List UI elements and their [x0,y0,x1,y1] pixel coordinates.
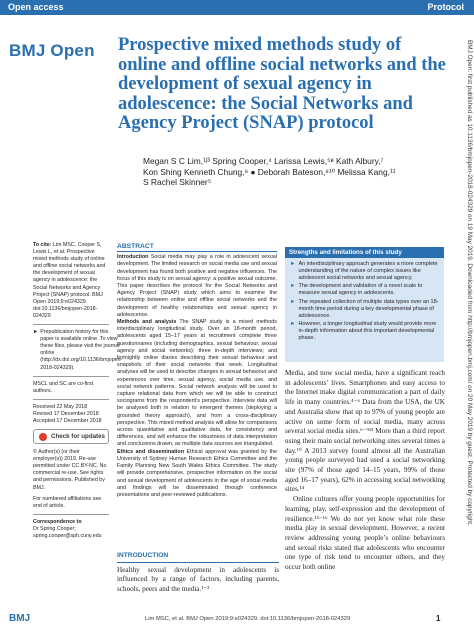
bmj-logo: BMJ [9,613,31,624]
strength-item-text: An interdisciplinary approach generates a more complete understanding of the nature of complex issues like adolescent social networks and sexual agency. [298,261,438,281]
cite-block [33,242,109,320]
introduction-text: Healthy sexual development in adolescents is influenced by a range of factors, including parents, schools, peers and the media.¹⁻³ [117,565,279,594]
body-paragraph: Media, and now social media, have a significant reach in adolescents’ lives. Smartphones and easy access to the Internet make digital communication a part of daily life in many countries.⁴⁻⁶ Data from the USA, the UK and Australia show that up to 97% of young people are active on some form of social media, many across several social media sites.⁶⁻⁹¹³ More than a third report using their main social networking sites several times a day.¹⁰ A 2013 survey found almost all the Australian young people surveyed had used a social networking site (97% of those aged 14–15 years, 99% of those aged 16–17 years), 62% in accessing social networking sites.¹⁴ [285,369,445,494]
article-type-label: Protocol [427,2,464,12]
update-badge-icon [39,433,47,441]
abstract-methods-text: The SNAP study is a mixed methods interdisciplinary longitudinal study. Over an 18-month period, adolescents aged 15–17 years at recruitment complete three questionnaires (including demographics, sexual behaviour, sexual agency and social networks); three in-depth interviews; and fortnightly online diaries describing their sexual behaviour and snapshots of their social networks that week. Longitudinal analyses will be used to describe changes in sexual behaviour and experiences over time, sexual agency, social media use, and social network patterns. Social network analysis will be used to capture relational data from which we will be able to construct sociograms from the respondent’s perspective. Interview data will be analysed both in relation to emergent themes (deploying a grounded theory approach), and from a cross-disciplinary perspective. This mixed method analysis will allow for comparisons across quantitative and qualitative data, for consistency and differences, and will enhance the robustness of data interpretation and conclusions drawn, as multiple data sources are triangulated. [117,319,277,448]
strengths-heading: Strengths and limitations of this study [285,247,444,258]
strength-item [290,321,440,341]
author-line[interactable]: Megan S C Lim,¹ʲ³ Spring Cooper,⁴ Larissa Lewis,⁵ʶ Kath Albury,⁷ [143,156,384,166]
accepted-date: Accepted 17 December 2018 [33,417,102,424]
prepub-note [33,329,123,372]
strength-item-text: The repeated collection of multiple data types over an 18-month time period during a key developmental phase of adolescence. [298,298,439,319]
divider [33,324,109,325]
strength-item [290,261,440,281]
cite-text: Lim MSC, Cooper S, Lewis L, et al. Prospective mixed methods study of online and offline social networks and the development of sexual agency in adolescence: the Social Networks and Agency Project (SNAP) protocol. BMJ Open 2019;9:e024329. doi:10.1136/bmjopen-2018-024329 [33,242,106,319]
correspondence-email[interactable]: spring.cooper@sph.cuny.edu [33,533,102,539]
check-updates-label: Check for updates [51,433,105,441]
abstract-section [117,243,277,499]
divider [33,514,109,515]
introduction-section [117,551,279,595]
open-access-label: Open access [8,2,64,12]
abstract-methods-lead: Methods and analysis [117,319,177,326]
abstract-ethics-text: Ethical approval was granted by the University of Sydney Human Research Ethics Committee and the Family Planning New South Wales Ethics Committee. The study will provide comprehensive, prospective information on the social and sexual development of adolescents in the age of social media and findings will be disseminated through conference presentations and peer-reviewed publications. [117,448,277,498]
introduction-heading: INTRODUCTION [117,551,279,563]
arrow-bullet-icon: ► [290,261,296,267]
body-paragraph: Online cultures offer young people opportunities for learning, play, self-expression and the development of resilience.¹⁵⁻¹⁶ We do not yet know what role these media play in sexual development. However, a recent review addressing young people’s online behaviours and sexual risks stated that adolescents who encounter one type of risk tend to encounter others, and they occur both online [285,495,445,572]
journal-brand: BMJ Open [9,41,95,60]
arrow-bullet-icon: ► [290,283,296,290]
strength-item [290,283,440,297]
divider [33,399,109,400]
abstract-heading: ABSTRACT [117,243,277,252]
abstract-intro [117,254,277,319]
author-line[interactable]: S Rachel Skinner⁵ [143,177,212,187]
received-date: Received 22 May 2018 [33,403,88,410]
strengths-limitations-box [285,247,444,362]
arrow-bullet-icon: ► [290,321,296,328]
strengths-list [285,258,444,342]
abstract-ethics-lead: Ethics and dissemination [117,448,185,455]
revised-date: Revised 17 December 2018 [33,410,99,417]
page-footer [0,611,474,631]
abstract-ethics [117,449,277,499]
strength-item-text: The development and validation of a novel scale to measure sexual agency in adolescents. [298,283,423,297]
affiliations-note: For numbered affiliations see end of article. [33,495,102,509]
correspondence-name: Dr Spring Cooper; [33,525,76,532]
divider [33,376,109,377]
article-title: Prospective mixed methods study of online and offline social networks and the development of sexual agency in adolescence: the Social Networks and Agency Project (SNAP) protocol [118,35,446,133]
side-notice-text[interactable]: BMJ Open: first published as 10.1136/bmjopen-2018-024329 on 19 May 2019. Downloaded from http://bmjopen.bmj.com/ on 20 May 2019 by guest. Protected by copyright. [466,40,473,526]
side-download-notice [461,40,473,630]
page-number: 1 [436,614,441,623]
strength-item-text: However, a longer longitudinal study would provide more in-depth information about this important developmental phase. [298,321,437,341]
check-for-updates-button[interactable] [33,429,109,444]
left-info-column [33,242,123,544]
author-list [143,156,443,188]
footer-citation: Lim MSC, et al. BMJ Open 2019;9:e024329. doi:10.1136/bmjopen-2018-024329 [145,616,351,622]
cite-label: To cite: [33,242,52,248]
bullet-icon: ► [33,329,39,336]
strength-item [290,299,440,319]
top-bar [0,0,474,15]
abstract-intro-text: Social media may play a role in adolescent sexual development. The limited research on social media use and sexual development has found both positive and negative influences. The focus of this study is on sexual agency: a positive sexual outcome. This paper describes the protocol for the Social Networks and Agency Project (SNAP) study which aims to examine the relationship between online and offline social networks and the development of healthy relationships and sexual agency in adolescence. [117,254,278,318]
correspondence-block [33,519,109,540]
abstract-methods [117,319,277,449]
arrow-bullet-icon: ► [290,298,296,305]
body-text-column [285,369,445,573]
dates-block [33,404,109,425]
correspondence-label: Correspondence to [33,518,82,525]
author-line[interactable]: Kon Shing Kenneth Chung,⁸ ● Deborah Bateson,⁹¹⁰ Melissa Kang,¹¹ [143,166,396,177]
copyright-text: © Author(s) (or their employer(s)) 2019. Re-use permitted under CC BY-NC. No commercial re-use. See rights and permissions. Published by BMJ. [33,449,107,491]
co-first-note: MSCL and SC are co-first authors. [33,380,94,394]
prepub-text[interactable]: Prepublication history for this paper is available online. To view these files, please visit the journal online (http://dx.doi.org/10.1136/bmjopen-2018-024329). [40,329,123,371]
abstract-intro-lead: Introduction [117,254,149,261]
